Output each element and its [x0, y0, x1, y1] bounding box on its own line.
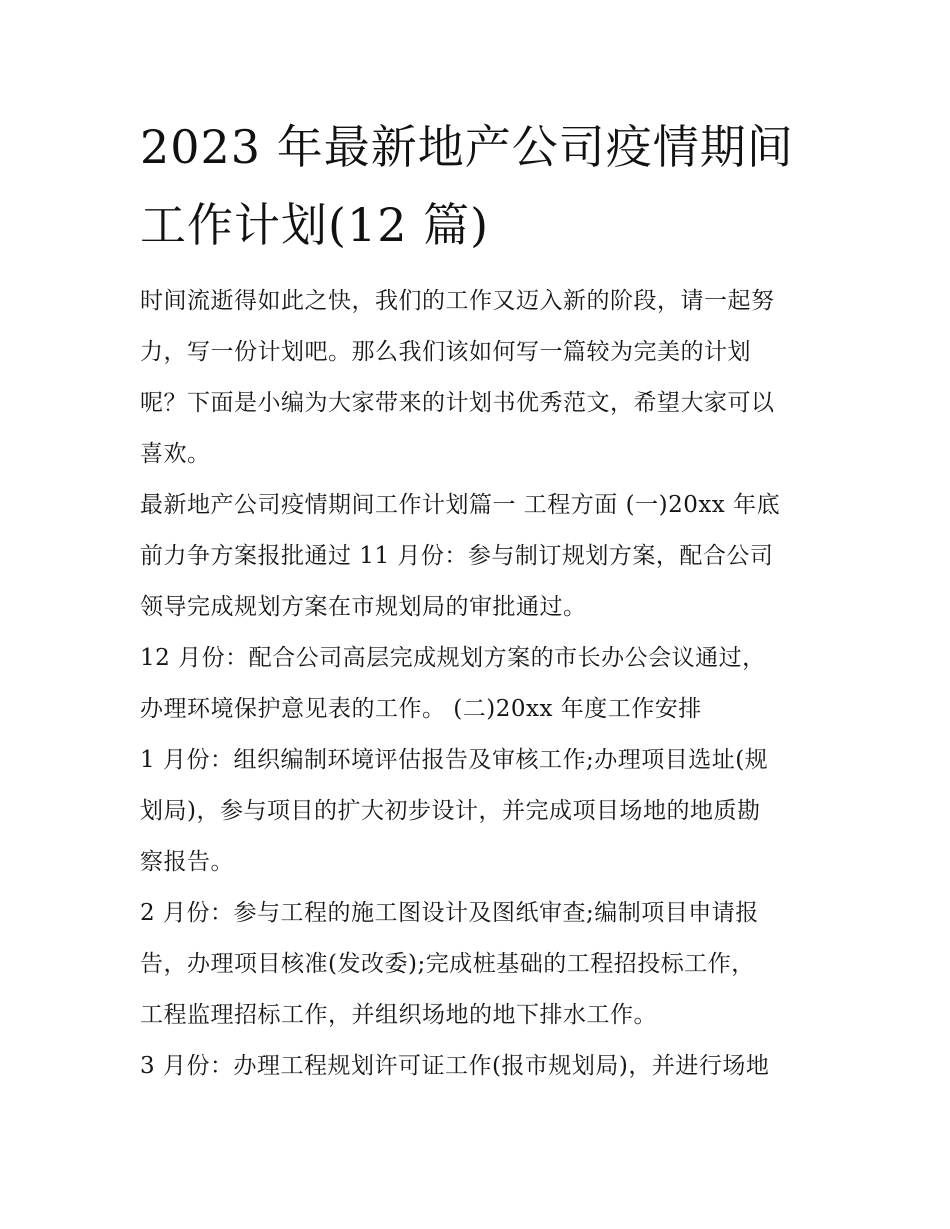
- text-line: 时间流逝得如此之快，我们的工作又迈入新的阶段，请一起努: [140, 288, 775, 314]
- text-line: 办理环境保护意见表的工作。 (二)20xx 年度工作安排: [140, 696, 702, 722]
- text-line: 告，办理项目核准(发改委);完成桩基础的工程招投标工作，: [140, 951, 755, 977]
- section-paragraph: [140, 480, 820, 633]
- text-line: 最新地产公司疫情期间工作计划篇一 工程方面 (一)20xx 年底: [140, 492, 781, 518]
- march-paragraph: [140, 1041, 820, 1092]
- text-line: 力，写一份计划吧。那么我们该如何写一篇较为完美的计划: [140, 339, 751, 365]
- february-paragraph: [140, 888, 820, 1041]
- december-paragraph: [140, 633, 820, 735]
- january-paragraph: [140, 735, 820, 888]
- intro-paragraph: [140, 276, 820, 480]
- text-line: 察报告。: [140, 849, 234, 875]
- text-line: 领导完成规划方案在市规划局的审批通过。: [140, 594, 587, 620]
- text-line: 喜欢。: [140, 441, 211, 467]
- text-line: 工程监理招标工作，并组织场地的地下排水工作。: [140, 1002, 657, 1028]
- text-line: 呢？下面是小编为大家带来的计划书优秀范文，希望大家可以: [140, 390, 775, 416]
- text-line: 12 月份：配合公司高层完成规划方案的市长办公会议通过，: [140, 645, 766, 671]
- title-line: 工作计划(12 篇): [140, 198, 490, 252]
- document-title: [140, 108, 820, 264]
- text-line: 2 月份：参与工程的施工图设计及图纸审查;编制项目申请报: [140, 900, 759, 926]
- text-line: 前力争方案报批通过 11 月份：参与制订规划方案，配合公司: [140, 543, 774, 569]
- text-line: 3 月份：办理工程规划许可证工作(报市规划局)，并进行场地: [140, 1053, 770, 1079]
- title-line: 2023 年最新地产公司疫情期间: [140, 120, 794, 174]
- text-line: 1 月份：组织编制环境评估报告及审核工作;办理项目选址(规: [140, 747, 769, 773]
- document-body: [140, 276, 820, 1092]
- text-line: 划局)，参与项目的扩大初步设计，并完成项目场地的地质勘: [140, 798, 761, 824]
